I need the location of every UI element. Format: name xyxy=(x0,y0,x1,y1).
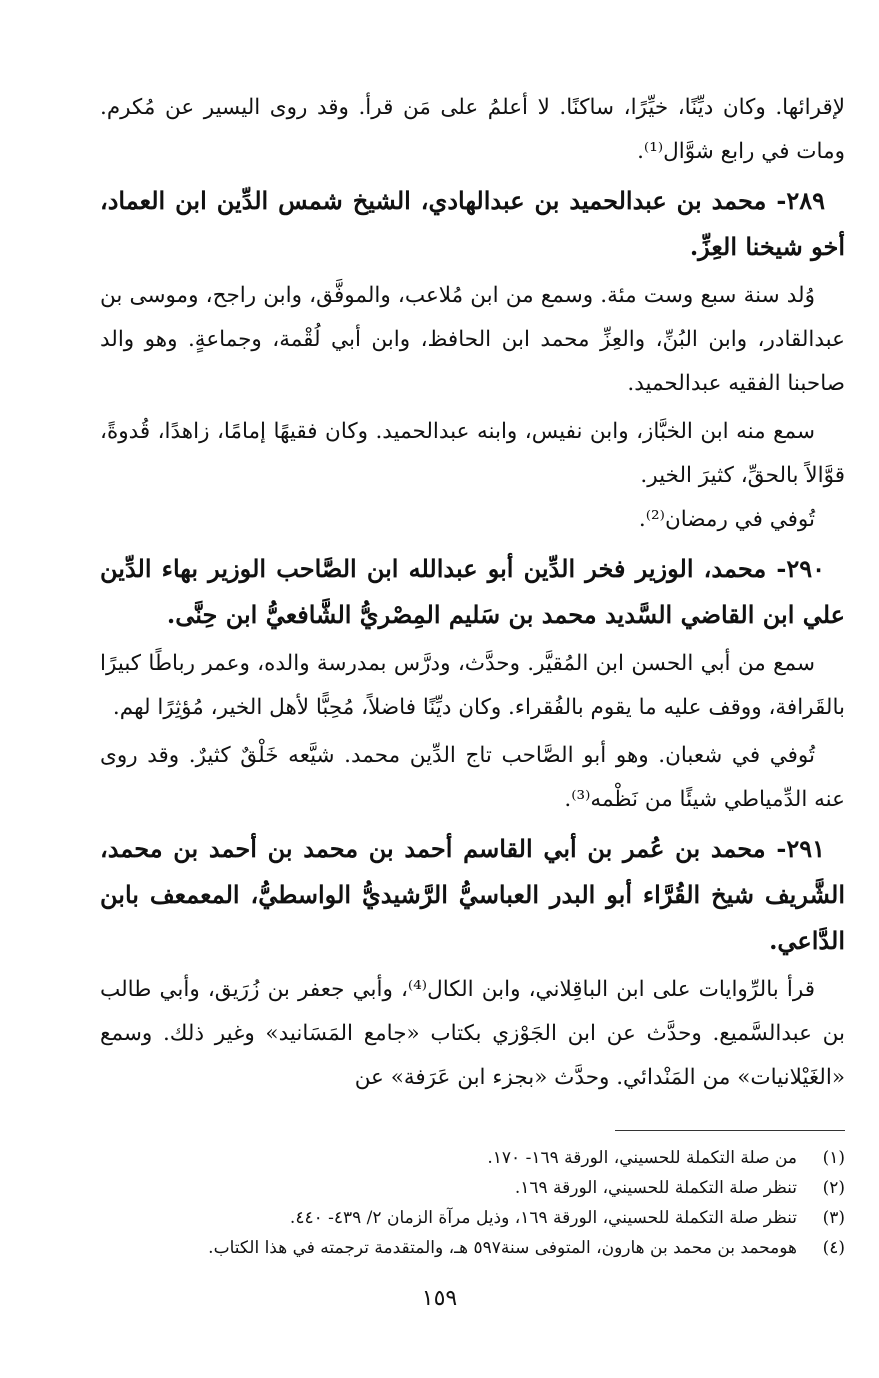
paragraph-290-biography: سمع من أبي الحسن ابن المُقيَّر. وحدَّث، ودرَّس بمدرسة والده، وعمر رباطًا كبيرًا بالقَرافة، ووقف عليه ما يقوم بالفُقراء. وكان ديِّنًا فاضلاً، مُحِبًّا لأهل الخير، مُؤثِرًا لهم. xyxy=(100,651,845,720)
paragraph-289-death: تُوفي في رمضان⁽²⁾. xyxy=(638,507,815,532)
entry-heading-291: ٢٩١- محمد بن عُمر بن أبي القاسم أحمد بن محمد بن أحمد بن محمد، الشَّريف شيخ القُرَّاء أبو البدر العباسيُّ الرَّشيديُّ الواسطيُّ، المعمعف بابن الدَّاعي. xyxy=(100,834,845,955)
footnote-number: (٢) xyxy=(822,1178,845,1198)
paragraph-289-students: سمع منه ابن الخبَّاز، وابن نفيس، وابنه عبدالحميد. وكان فقيهًا إمامًا، زاهدًا، قُدوةً، قوَّالاً بالحقِّ، كثيرَ الخير. xyxy=(100,419,845,488)
paragraph-291-readings: قرأ بالرِّوايات على ابن الباقِلاني، وابن الكال⁽⁴⁾، وأبي جعفر بن زُرَيق، وأبي طالب بن عبدالسَّميع. وحدَّث عن ابن الجَوْزي بكتاب «جامع المَسَانيد» وغير ذلك. وسمع «الغَيْلانيات» من المَنْدائي. وحدَّث «بجزء ابن عَرَفة» عن xyxy=(100,977,845,1090)
footnote-3 xyxy=(100,1203,845,1233)
paragraph-289-birth: وُلد سنة سبع وست مئة. وسمع من ابن مُلاعب، والموفَّق، وابن راجح، وموسى بن عبدالقادر، وابن البُنِّ، والعِزِّ محمد ابن الحافظ، وابن أبي لُقْمة، وجماعةٍ. وهو والد صاحبنا الفقيه عبدالحميد. xyxy=(100,283,845,396)
paragraph-continuation: لإقرائها. وكان ديِّنًا، خيِّرًا، ساكنًا. لا أعلمُ على مَن قرأ. وقد روى اليسير عن مُكرم. ومات في رابع شوَّال⁽¹⁾. xyxy=(100,95,845,164)
footnote-number: (١) xyxy=(822,1148,845,1168)
entry-heading-289: ٢٨٩- محمد بن عبدالحميد بن عبدالهادي، الشيخ شمس الدِّين ابن العماد، أخو شيخنا العِزِّ. xyxy=(100,186,845,261)
footnote-1 xyxy=(100,1143,845,1173)
footnote-number: (٤) xyxy=(822,1238,845,1258)
footnote-text: هومحمد بن محمد بن هارون، المتوفى سنة٥٩٧ هـ، والمتقدمة ترجمته في هذا الكتاب. xyxy=(208,1238,797,1258)
footnote-number: (٣) xyxy=(822,1208,845,1228)
footnotes xyxy=(100,1143,845,1263)
footnote-text: تنظر صلة التكملة للحسيني، الورقة ١٦٩. xyxy=(514,1178,797,1198)
main-text xyxy=(100,86,845,1100)
footnote-2 xyxy=(100,1173,845,1203)
footnote-text: تنظر صلة التكملة للحسيني، الورقة ١٦٩، وذيل مرآة الزمان ٢/ ٤٣٩- ٤٤٠. xyxy=(289,1208,797,1228)
paragraph-290-death: تُوفي في شعبان. وهو أبو الصَّاحب تاج الدِّين محمد. شيَّعه خَلْقٌ كثيرٌ. وقد روى عنه الدِّمياطي شيئًا من نَظْمه⁽³⁾. xyxy=(100,743,845,812)
entry-heading-290: ٢٩٠- محمد، الوزير فخر الدِّين أبو عبدالله ابن الصَّاحب الوزير بهاء الدِّين علي ابن القاضي السَّديد محمد بن سَليم المِصْريُّ الشَّافعيُّ ابن حِنَّى. xyxy=(100,554,845,629)
footnote-text: من صلة التكملة للحسيني، الورقة ١٦٩- ١٧٠. xyxy=(487,1148,797,1168)
footnote-4 xyxy=(100,1233,845,1263)
footnote-separator xyxy=(615,1130,845,1131)
page-number: ١٥٩ xyxy=(421,1286,458,1311)
